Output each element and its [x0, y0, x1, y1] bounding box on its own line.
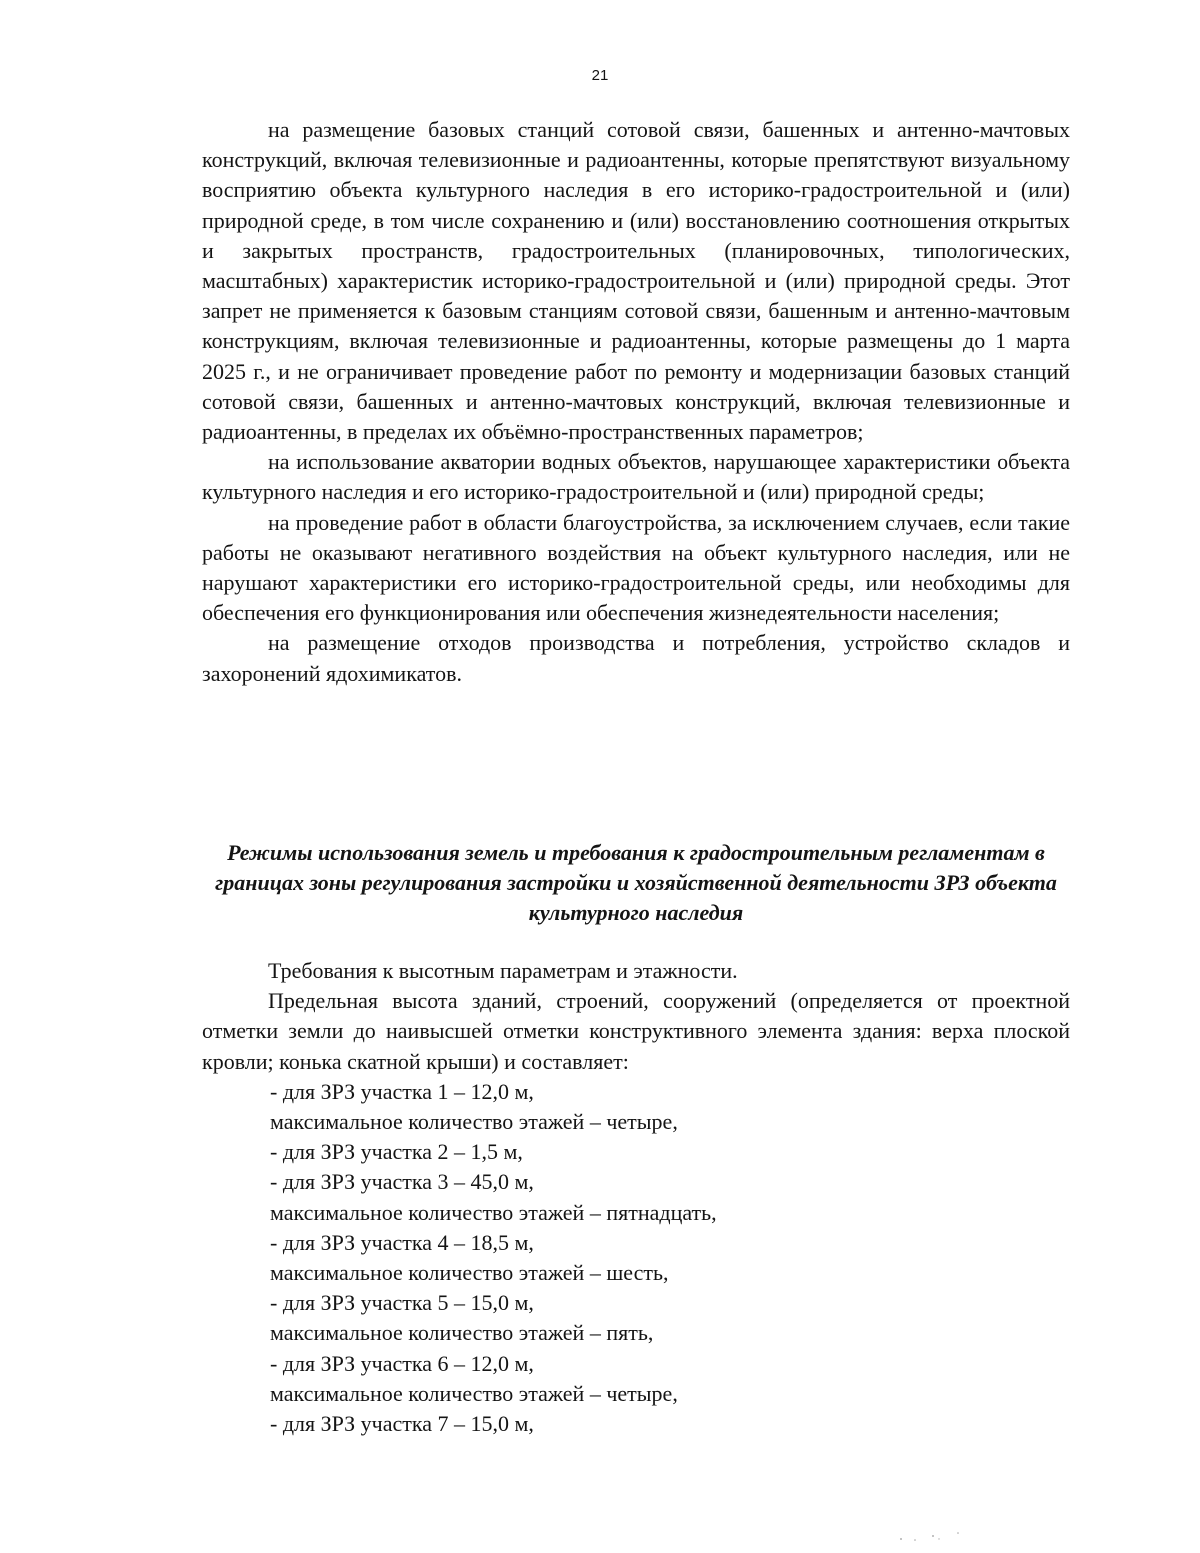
list-item: максимальное количество этажей – четыре,	[270, 1380, 678, 1406]
list-item: максимальное количество этажей – пять,	[270, 1320, 654, 1346]
list-item: максимальное количество этажей – пятнадцать,	[270, 1199, 717, 1225]
requirements-intro: Требования к высотным параметрам и этажности.	[268, 958, 738, 983]
paragraph-waste: на размещение отходов производства и потребления, устройство складов и захоронений ядохимикатов.	[202, 630, 1070, 686]
paragraph-landscaping: на проведение работ в области благоустройства, за исключением случаев, если такие работы не оказывают негативного воздействия на объект культурного наследия, или не нарушают характеристики его историко-градостроительной среды, или необходимы для обеспечения его функционирования или обеспечения жизнедеятельности населения;	[202, 509, 1070, 626]
list-item: - для ЗРЗ участка 6 – 12,0 м,	[270, 1350, 534, 1376]
height-paragraph: Предельная высота зданий, строений, сооружений (определяется от проектной отметки земли до наивысшей отметки конструктивного элемента здания: верха плоской кровли; конька скатной крыши) и составляет:	[202, 988, 1070, 1074]
list-item: - для ЗРЗ участка 3 – 45,0 м,	[270, 1169, 534, 1195]
list-item: - для ЗРЗ участка 5 – 15,0 м,	[270, 1290, 534, 1316]
scan-noise	[895, 1525, 975, 1545]
paragraph-water-areas: на использование акватории водных объектов, нарушающее характеристики объекта культурного наследия и его историко-градостроительной и (или) природной среды;	[202, 449, 1070, 505]
page-number: 21	[591, 67, 609, 84]
list-item: - для ЗРЗ участка 1 – 12,0 м,	[270, 1078, 534, 1104]
prohibitions-block	[202, 115, 1070, 689]
list-item: максимальное количество этажей – четыре,	[270, 1109, 678, 1135]
list-item: - для ЗРЗ участка 2 – 1,5 м,	[270, 1139, 523, 1165]
height-list	[202, 1077, 1070, 1439]
list-item: максимальное количество этажей – шесть,	[270, 1260, 669, 1286]
requirements-block	[202, 956, 1070, 1439]
list-item: - для ЗРЗ участка 4 – 18,5 м,	[270, 1229, 534, 1255]
list-item: - для ЗРЗ участка 7 – 15,0 м,	[270, 1411, 534, 1437]
section-heading: Режимы использования земель и требования к градостроительным регламентам в границах зоны регулирования застройки и хозяйственной деятельности ЗРЗ объекта культурного наследия	[215, 840, 1057, 925]
paragraph-base-stations: на размещение базовых станций сотовой связи, башенных и антенно-мачтовых конструкций, включая телевизионные и радиоантенны, которые препятствуют визуальному восприятию объекта культурного наследия в его историко-градостроительной и (или) природной среде, в том числе сохранению и (или) восстановлению соотношения открытых и закрытых пространств, градостроительных (планировочных, типологических, масштабных) характеристик историко-градостроительной и (или) природной среды. Этот запрет не применяется к базовым станциям сотовой связи, башенным и антенно-мачтовым конструкциям, включая телевизионные и радиоантенны, которые размещены до 1 марта 2025 г., и не ограничивает проведение работ по ремонту и модернизации базовых станций сотовой связи, башенных и антенно-мачтовых конструкций, включая телевизионные и радиоантенны, в пределах их объёмно-пространственных параметров;	[202, 117, 1070, 445]
